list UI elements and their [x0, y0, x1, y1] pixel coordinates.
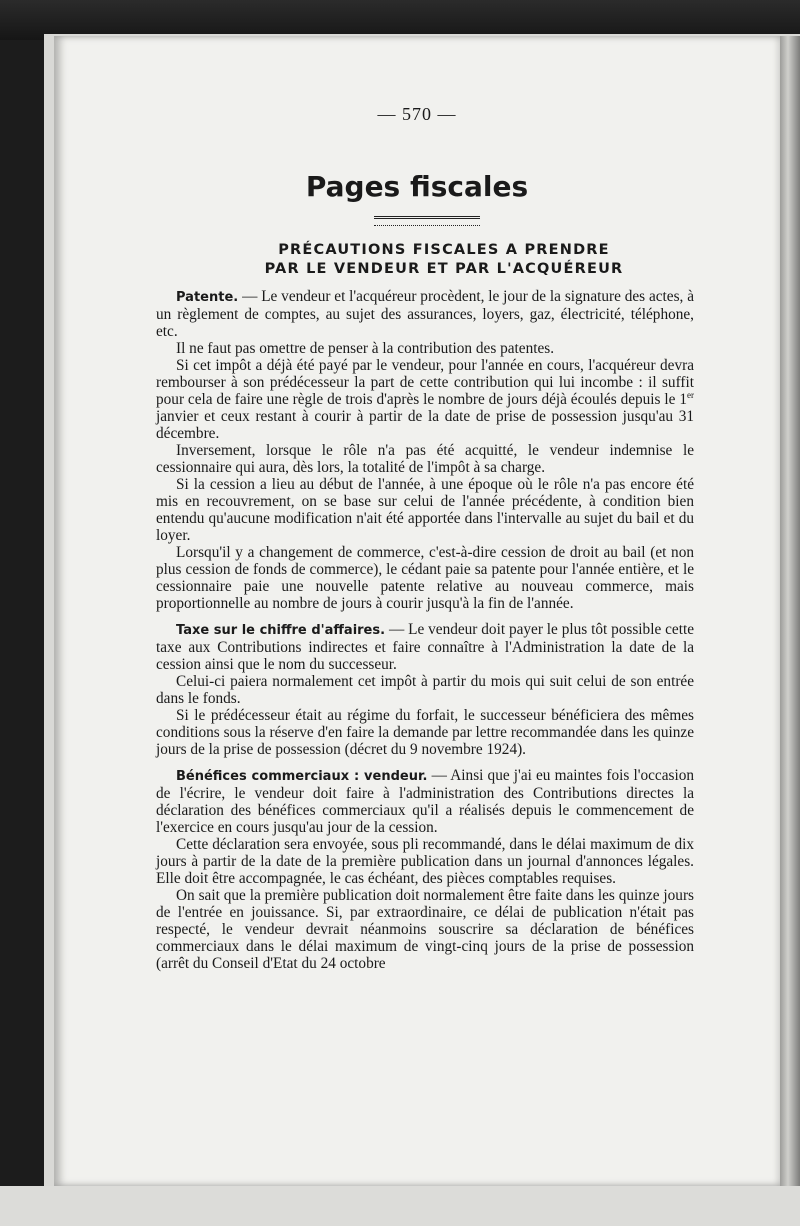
section-benefices-commerciaux [156, 767, 694, 972]
paragraph: Si le prédécesseur était au régime du forfait, le successeur bénéficiera des mêmes conditions sous la réserve d'en faire la demande par lettre recommandée dans les quinze jours de la prise de possession (décret du 9 novembre 1924). [156, 707, 694, 758]
paragraph: Il ne faut pas omettre de penser à la contribution des patentes. [176, 340, 555, 357]
section-taxe-chiffre-affaires [156, 621, 694, 758]
page-fore-edge [780, 36, 800, 1186]
document-page [54, 36, 780, 1186]
article-body [156, 288, 694, 972]
title-rule [374, 216, 480, 226]
paragraph: Cette déclaration sera envoyée, sous pli recommandé, dans le délai maximum de dix jours à partir de la date de la première publication dans un journal d'annonces légales. Elle doit être accompagnée, le cas échéant, des pièces comptables requises. [156, 836, 694, 887]
paragraph: Si la cession a lieu au début de l'année, à une époque où le rôle n'a pas encore été mis en recouvrement, on se base sur celui de l'année précédente, à condition bien entendu qu'aucune modification n'ait été apportée dans l'intervalle au sujet du bail et du loyer. [156, 476, 694, 544]
heading-line-2: PAR LE VENDEUR ET PAR L'ACQUÉREUR [264, 261, 624, 277]
paragraph: Bénéfices commerciaux : vendeur. — Ainsi que j'ai eu maintes fois l'occasion de l'écrire, le vendeur doit faire à l'administration des Contributions directes la déclaration des bénéfices commerciaux qu'il a réalisés depuis le commencement de l'exercice en cours jusqu'au jour de la cession. [156, 767, 694, 836]
paragraph: Celui-ci paiera normalement cet impôt à partir du mois qui suit celui de son entrée dans le fonds. [156, 673, 694, 707]
paragraph: Taxe sur le chiffre d'affaires. — Le vendeur doit payer le plus tôt possible cette taxe aux Contributions indirectes et faire connaître à l'Administration la date de la cession ainsi que le nom du successeur. [156, 621, 694, 673]
section-label: Bénéfices commerciaux : vendeur. [176, 769, 428, 784]
paragraph: Inversement, lorsque le rôle n'a pas été acquitté, le vendeur indemnise le cessionnaire qui aura, dès lors, la totalité de l'impôt à sa charge. [156, 442, 694, 476]
section-label: Patente. [176, 290, 239, 305]
heading-line-1: PRÉCAUTIONS FISCALES A PRENDRE [278, 242, 610, 258]
page-title: Pages fiscales [305, 170, 529, 203]
section-label: Taxe sur le chiffre d'affaires. [176, 623, 386, 638]
paragraph: Si cet impôt a déjà été payé par le vendeur, pour l'année en cours, l'acquéreur devra rembourser à son prédécesseur la part de cette contribution qui lui incombe : il suffit pour cela de faire une règle de trois d'après le nombre de jours déjà écoulés depuis le 1er janvier et ceux restant à courir à partir de la date de prise de possession jusqu'au 31 décembre. [156, 357, 694, 442]
section-patente [156, 288, 694, 612]
scan-bottom-margin [0, 1186, 800, 1226]
paragraph: Patente. — Le vendeur et l'acquéreur procèdent, le jour de la signature des actes, à un règlement de comptes, au sujet des assurances, loyers, gaz, électricité, téléphone, etc. [156, 288, 694, 340]
paragraph: On sait que la première publication doit normalement être faite dans les quinze jours de l'entrée en jouissance. Si, par extraordinaire, ce délai de publication n'était pas respecté, le vendeur devrait néanmoins souscrire sa déclaration de bénéfices commerciaux dans le délai maximum de vingt-cinq jours de la prise de possession (arrêt du Conseil d'Etat du 24 octobre [156, 887, 694, 972]
paragraph: Lorsqu'il y a changement de commerce, c'est-à-dire cession de droit au bail (et non plus cession de fonds de commerce), le cédant paie sa patente pour l'année entière, et le cessionnaire paie une nouvelle patente relative au nouveau commerce, mais proportionnelle au nombre de jours à courir jusqu'à la fin de l'année. [156, 544, 694, 612]
section-heading [184, 241, 704, 279]
page-number: — 570 — [377, 104, 457, 124]
